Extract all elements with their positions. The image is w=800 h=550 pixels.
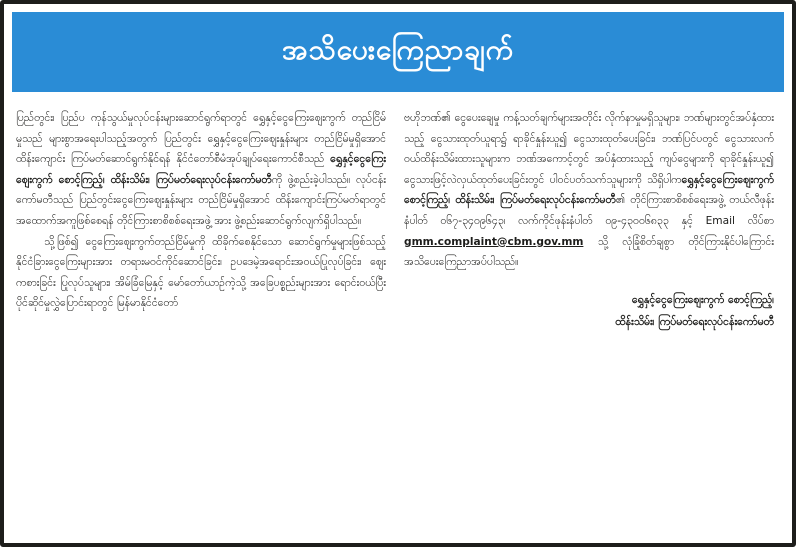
left-paragraph-2: သို့ဖြစ်၍ ငွေကြေးဈေးကွက်တည်ငြိမ်မှုကို ထိခိုက်စေနိုင်သော ဆောင်ရွက်မှုများဖြစ်သည့် နိုင်ငံခြားငွေကြေးများအား တရားမဝင်ကိုင်ဆောင်ခြင်း၊ ဥပဒေမဲ့အရောင်းအဝယ်ပြုလုပ်ခြင်း၊ ဈေးကစားခြင်း ပြုလုပ်သူများ၊ အိမ်ခြံမြေနှင့် မော်တော်ယာဉ်ကဲ့သို့ အခြေပစ္စည်းများအား ရောင်းဝယ်ပြီး ပိုင်ဆိုင်မှုလွှဲပြောင်းရာတွင် မြန်မာနိုင်ငံတော် (16, 235, 386, 310)
left-column (16, 108, 386, 530)
notice-body (16, 108, 774, 530)
signature-block (404, 289, 774, 333)
left-paragraph-1-text-a: ပြည်တွင်း၊ ပြည်ပ ကုန်သွယ်မှုလုပ်ငန်းများဆောင်ရွက်ရာတွင် ရွှေနှင့်ငွေကြေးဈေးကွက် တည်ငြိမ်မှုသည် များစွာအရေးပါသည့်အတွက် ပြည်တွင်း ရွှေနှင့်ငွေကြေးဈေးနှုန်းများ တည်ငြိမ်မှုရှိအောင် ထိန်းကျောင်း ကြပ်မတ်ဆောင်ရွက်နိုင်ရန် နိုင်ငံတော်စီမံအုပ်ချုပ်ရေးကောင်စီသည် (16, 112, 386, 166)
signature-line-2: ထိန်းသိမ်း၊ ကြပ်မတ်ရေးလုပ်ငန်းကော်မတီ (615, 315, 774, 328)
right-paragraph-1 (404, 108, 774, 273)
complaint-email-link[interactable]: gmm.complaint@cbm.gov.mm (404, 235, 584, 248)
right-paragraph-1-text-c: သို့ လုံခြုံစိတ်ချစွာ တိုင်ကြားနိုင်ပါကြောင်း အသိပေးကြေညာအပ်ပါသည်။ (404, 235, 774, 269)
notice-title: အသိပေးကြေညာချက် (281, 33, 515, 66)
right-paragraph-1-text-b: ၏ တိုင်ကြားစာစိစစ်ရေးအဖွဲ့ တယ်လီဖုန်းနံပါတ် ၀၆၇-၃၄၀၉၆၄၃၊ လက်ကိုင်ဖုန်းနံပါတ် ၀၉-၄၃၀၀၆၈၃၃ နှင့် Email လိပ်စာ (404, 194, 774, 227)
signature-line-1: ရွှေနှင့်ငွေကြေးဈေးကွက် စောင့်ကြည့်၊ (631, 293, 774, 306)
committee-name-right: ရွှေနှင့်ငွေကြေးဈေးကွက် စောင့်ကြည့်၊ ထိန်းသိမ်း၊ ကြပ်မတ်ရေးလုပ်ငန်းကော်မတီ (404, 173, 774, 207)
left-paragraph-1-text-b: ကို ဖွဲ့စည်းခဲ့ပါသည်။ လုပ်ငန်းကော်မတီသည် ပြည်တွင်းငွေကြေးဈေးနှုန်းများ တည်ငြိမ်မှုရှိအောင် ထိန်းကျောင်းကြပ်မတ်ရာတွင် အထောက်အကူဖြစ်စေရန် တိုင်ကြားစာစိစစ်ရေးအဖွဲ့ အား ဖွဲ့စည်းဆောင်ရွက်လျက်ရှိပါသည်။ (16, 173, 386, 227)
committee-name-left: ရွှေနှင့်ငွေကြေးဈေးကွက် စောင့်ကြည့်၊ ထိန်းသိမ်း၊ ကြပ်မတ်ရေးလုပ်ငန်းကော်မတီ (16, 153, 386, 186)
left-paragraph-1 (16, 108, 386, 232)
right-column (404, 108, 774, 530)
title-bar (12, 12, 784, 92)
right-paragraph-1-text-a: ဗဟိုဘဏ်၏ ငွေပေးချေမှု ကန့်သတ်ချက်များအတိုင်း လိုက်နာမှုမရှိသူများ၊ ဘဏ်များတွင်အပ်နှံထားသည့် ငွေသားထုတ်ယူရာ၌ ရာခိုင်နှုန်းယူ၍ ငွေသားထုတ်ပေးခြင်း၊ ဘဏ်ပြင်ပတွင် ငွေသားလက်ဝယ်ထိန်းသိမ်းထားသူများက ဘဏ်အကောင့်တွင် အပ်နှံထားသည့် ကျပ်ငွေများကို ရာခိုင်နှုန်းယူ၍ ငွေသားဖြင့်လဲလှယ်ထုတ်ပေးခြင်းတွင် ပါဝင်ပတ်သက်သူများကို သိရှိပါက (404, 112, 774, 186)
